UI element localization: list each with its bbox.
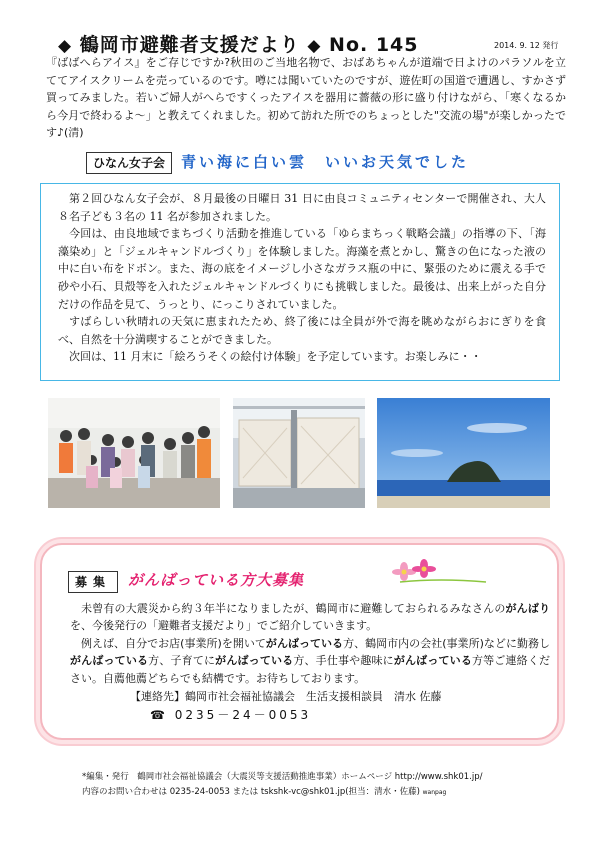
recruit-emphasis: がんばっている <box>70 654 149 668</box>
intro-paragraph: 『ばばへらアイス』をご存じですか?秋田のご当地名物で、おばあちゃんが道端で日よけのパラソルを立ててアイスクリームを売っているのです。噂には聞いていたのですが、遊佐町の国道で遭遇し、すかさず買ってみました。若いご婦人がへらですくったアイスを器用に薔薇の形に盛り付けながら、「寒くなるから今月で終わるよ～」と教えてくれました。初めて訪れた所でのちょっとした"交流の場"が楽しかったです♪(清) <box>46 56 566 139</box>
article-body <box>58 190 546 366</box>
footer-credit: wanpag <box>422 789 447 796</box>
article-paragraph: 第２回ひなん女子会が、８月最後の日曜日 31 日に由良コミュニティセンターで開催され、大人８名子ども３名の 11 名が参加されました。 <box>58 192 546 223</box>
footer-contact-text: 内容のお問い合わせは 0235-24-0053 または tskshk-vc@shk01.jp(担当：清水・佐藤) <box>82 787 420 797</box>
recruit-text: 方、鶴岡市内の会社(事業所)などに勤務し <box>343 636 550 650</box>
group-photo-icon <box>48 398 220 508</box>
phone-icon: ☎ <box>150 708 168 722</box>
recruit-emphasis: がんばり <box>505 602 551 615</box>
recruit-body <box>70 600 550 687</box>
recruit-text: を、今後発行の「避難者支援だより」でご紹介していきます。 <box>70 619 378 633</box>
recruit-title: がんばっている方大募集 <box>128 571 305 589</box>
cosmos-flower-icon <box>390 556 490 590</box>
recruit-text: 例えば、自分でお店(事業所)を開いて <box>81 636 266 650</box>
recruit-text: 方、手仕事や趣味に <box>293 654 394 668</box>
issue-date: 2014. 9. 12 発行 <box>494 41 559 50</box>
recruit-text: 未曾有の大震災から約３年半になりましたが、鶴岡市に避難しておられるみなさんの <box>81 602 506 615</box>
recruit-emphasis: がんばっている <box>393 654 473 668</box>
recruit-text: 方、子育てに <box>148 654 216 668</box>
recruit-paragraph <box>70 600 550 635</box>
title-text: 鶴岡市避難者支援だより <box>79 34 300 56</box>
article-paragraph: すばらしい秋晴れの天気に恵まれたため、終了後には全員が外で海を眺めながらおにぎりを食べ、自然を十分満喫することができました。 <box>58 315 546 346</box>
footer-publisher: *編集・発行 鶴岡市社会福祉協議会（大震災等支援活動推進事業）ホームページ http://www.shk01.jp/ <box>82 772 483 782</box>
recruit-emphasis: がんばっている <box>265 636 344 650</box>
recruit-paragraph <box>70 635 550 687</box>
contact-line: 【連絡先】鶴岡市社会福祉協議会 生活支援相談員 清水 佐藤 <box>130 690 442 703</box>
footer-contact <box>82 785 582 797</box>
newsletter-title <box>58 30 419 57</box>
recruit-emphasis: がんばっている <box>215 654 294 668</box>
curtains-photo-icon <box>233 398 365 508</box>
section-label: ひなん女子会 <box>86 152 172 174</box>
recruit-label: 募集 <box>68 571 118 593</box>
recruit-text: 方等ご連絡ください。自薦他薦どちらでも結構です。お待ちしております。 <box>70 654 551 685</box>
phone-line <box>150 706 311 723</box>
article-paragraph: 今回は、由良地域でまちづくり活動を推進している「ゆらまちっく戦略会議」の指導の下、「海藻染め」と「ジェルキャンドルづくり」を体験しました。海藻を煮とかし、驚きの色になった液の中に白い布をドボン。また、海の底をイメージし小さなガラス瓶の中に、緊張のために震える手で砂や小石、貝殻等を入れたジェルキャンドルづくりにも挑戦しました。最後は、出来上がった自分だけの作品を見て、うっとり、にっこりされていました。 <box>58 227 546 311</box>
phone-number: 0235－24－0053 <box>174 708 312 722</box>
diamond-icon: ◆ <box>307 36 322 56</box>
article-paragraph: 次回は、11 月末に「絵ろうそくの絵付け体験」を予定しています。お楽しみに・・ <box>69 350 482 364</box>
section-tagline: 青い海に白い雲 いいお天気でした <box>181 153 470 171</box>
diamond-icon: ◆ <box>58 36 73 56</box>
issue-number: No. 145 <box>329 34 419 56</box>
seaside-photo-icon <box>377 398 550 508</box>
